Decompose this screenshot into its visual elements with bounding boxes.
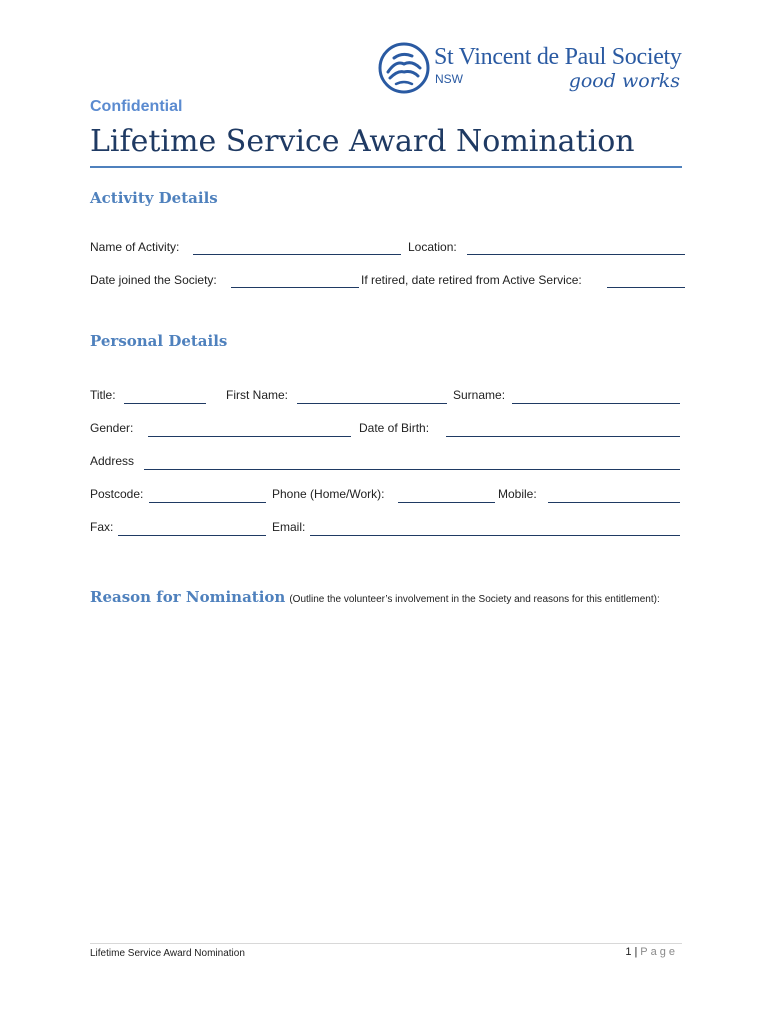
reason-instructions: (Outline the volunteer’s involvement in the Society and reasons for this entitlement): xyxy=(289,594,660,605)
title-label: Title: xyxy=(90,388,116,402)
title-field[interactable] xyxy=(124,403,206,404)
date-joined-label: Date joined the Society: xyxy=(90,273,217,287)
society-logo xyxy=(378,42,688,98)
mobile-field[interactable] xyxy=(548,502,680,503)
phone-field[interactable] xyxy=(398,502,495,503)
footer-divider xyxy=(90,943,682,944)
hands-emblem-icon xyxy=(378,42,430,94)
title-divider xyxy=(90,166,682,168)
date-of-birth-label: Date of Birth: xyxy=(359,421,430,435)
footer-document-name: Lifetime Service Award Nomination xyxy=(90,948,245,959)
page-indicator xyxy=(625,946,678,958)
date-retired-label: If retired, date retired from Active Service: xyxy=(361,273,582,287)
logo-region: NSW xyxy=(435,72,463,86)
date-of-birth-field[interactable] xyxy=(446,436,680,437)
activity-details-heading: Activity Details xyxy=(90,189,218,207)
page-number: 1 xyxy=(625,946,632,958)
first-name-field[interactable] xyxy=(297,403,447,404)
email-label: Email: xyxy=(272,520,306,534)
postcode-label: Postcode: xyxy=(90,487,144,501)
postcode-field[interactable] xyxy=(149,502,266,503)
email-field[interactable] xyxy=(310,535,680,536)
first-name-label: First Name: xyxy=(226,388,289,402)
page-title: Lifetime Service Award Nomination xyxy=(90,124,635,159)
address-field[interactable] xyxy=(144,469,680,470)
reason-for-nomination-heading xyxy=(90,588,660,606)
mobile-label: Mobile: xyxy=(498,487,537,501)
gender-field[interactable] xyxy=(148,436,351,437)
page-separator: | xyxy=(634,946,638,958)
location-label: Location: xyxy=(408,240,457,254)
fax-field[interactable] xyxy=(118,535,266,536)
fax-label: Fax: xyxy=(90,520,114,534)
surname-field[interactable] xyxy=(512,403,680,404)
logo-tagline: good works xyxy=(568,70,680,92)
name-of-activity-field[interactable] xyxy=(193,254,401,255)
date-joined-field[interactable] xyxy=(231,287,359,288)
location-field[interactable] xyxy=(467,254,685,255)
page-word: Page xyxy=(640,946,678,958)
surname-label: Surname: xyxy=(453,388,506,402)
gender-label: Gender: xyxy=(90,421,134,435)
phone-label: Phone (Home/Work): xyxy=(272,487,385,501)
personal-details-heading: Personal Details xyxy=(90,332,228,350)
date-retired-field[interactable] xyxy=(607,287,685,288)
name-of-activity-label: Name of Activity: xyxy=(90,240,180,254)
address-label: Address xyxy=(90,454,135,468)
confidential-label: Confidential xyxy=(90,98,183,115)
reason-heading-text: Reason for Nomination xyxy=(90,588,286,606)
logo-name: St Vincent de Paul Society xyxy=(434,44,682,70)
